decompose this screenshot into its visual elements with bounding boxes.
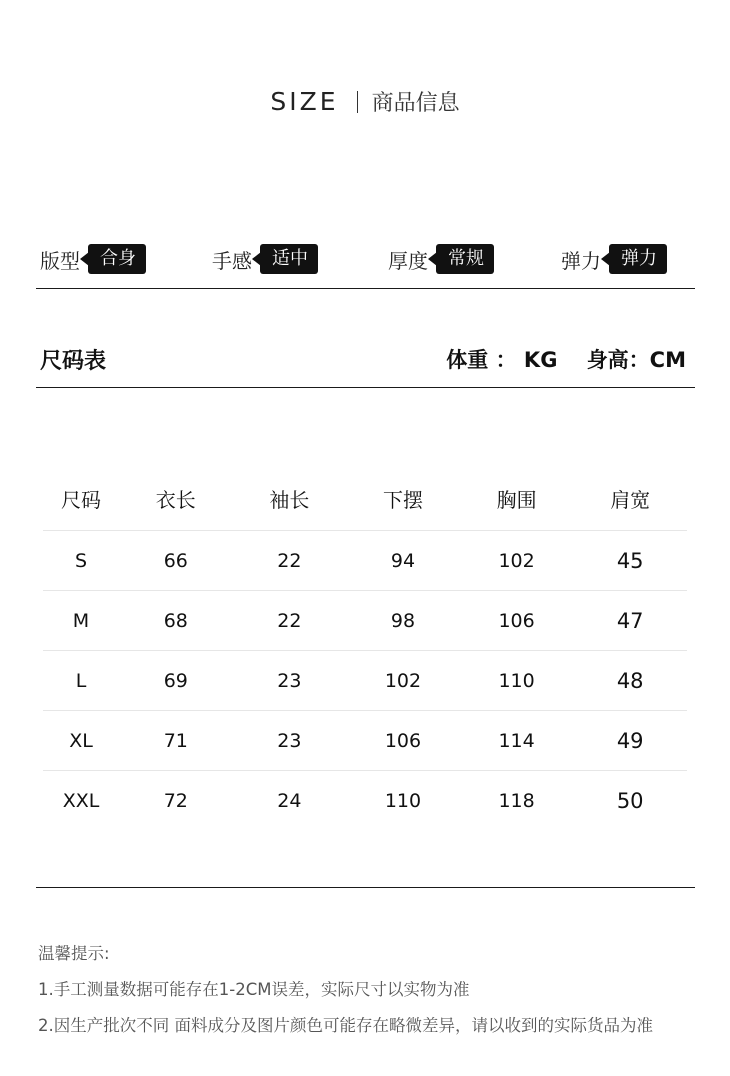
divider: [36, 887, 695, 888]
table-cell: 110: [346, 771, 460, 831]
attribute-label: 厚度: [388, 248, 428, 273]
divider: [36, 387, 695, 388]
table-cell: 50: [573, 771, 687, 831]
notes-section: [38, 940, 708, 1048]
product-info-heading: 商品信息: [371, 91, 460, 116]
table-cell: 22: [233, 591, 347, 651]
height-unit: 身高：CM: [586, 348, 686, 372]
attribute-tag: 适中: [260, 244, 318, 274]
table-row: [43, 651, 687, 711]
attribute-tag: 合身: [88, 244, 146, 274]
attribute-label: 弹力: [561, 248, 601, 273]
size-heading: SIZE: [270, 87, 339, 116]
notes-title: 温馨提示:: [38, 944, 110, 963]
attribute-row: [40, 242, 700, 276]
table-cell: S: [43, 531, 119, 591]
size-chart-title: 尺码表: [40, 349, 107, 374]
divider: [36, 288, 695, 289]
table-cell: 66: [119, 531, 233, 591]
table-cell: 48: [573, 651, 687, 711]
column-header: 下摆: [382, 487, 423, 512]
units-label: [446, 344, 686, 374]
column-header: 衣长: [155, 487, 196, 512]
column-header: 胸围: [496, 487, 537, 512]
table-cell: 22: [233, 531, 347, 591]
table-cell: 106: [346, 711, 460, 771]
table-cell: 68: [119, 591, 233, 651]
table-cell: 69: [119, 651, 233, 711]
column-header: 尺码: [61, 487, 101, 512]
table-cell: XL: [43, 711, 119, 771]
table-row: [43, 531, 687, 591]
header-divider: [357, 91, 358, 113]
page-header: [0, 86, 730, 117]
table-cell: 45: [573, 531, 687, 591]
attribute-label: 版型: [40, 248, 80, 273]
weight-unit: 体重 ： KG: [446, 348, 558, 372]
table-cell: 102: [460, 531, 574, 591]
table-cell: 24: [233, 771, 347, 831]
table-cell: 110: [460, 651, 574, 711]
attribute-label: 手感: [212, 248, 252, 273]
table-cell: 114: [460, 711, 574, 771]
table-cell: 106: [460, 591, 574, 651]
column-header: 肩宽: [610, 487, 651, 512]
table-cell: 118: [460, 771, 574, 831]
table-cell: 72: [119, 771, 233, 831]
table-cell: M: [43, 591, 119, 651]
note-line: 1.手工测量数据可能存在1-2CM误差，实际尺寸以实物为准: [38, 980, 470, 999]
table-cell: 94: [346, 531, 460, 591]
attribute-thickness: [388, 242, 494, 276]
table-cell: 102: [346, 651, 460, 711]
attribute-feel: [212, 242, 318, 276]
table-row: [43, 771, 687, 831]
table-cell: 23: [233, 711, 347, 771]
column-header: 袖长: [269, 487, 310, 512]
table-cell: 71: [119, 711, 233, 771]
table-header-row: [43, 466, 687, 531]
attribute-tag: 弹力: [609, 244, 667, 274]
table-cell: 23: [233, 651, 347, 711]
attribute-elasticity: [561, 242, 667, 276]
table-row: [43, 591, 687, 651]
note-line: 2.因生产批次不同 面料成分及图片颜色可能存在略微差异，请以收到的实际货品为准: [38, 1016, 653, 1035]
table-cell: L: [43, 651, 119, 711]
attribute-fit: [40, 242, 146, 276]
table-cell: 98: [346, 591, 460, 651]
size-chart-header: [40, 344, 686, 376]
table-cell: XXL: [43, 771, 119, 831]
table-cell: 47: [573, 591, 687, 651]
table-cell: 49: [573, 711, 687, 771]
table-row: [43, 711, 687, 771]
attribute-tag: 常规: [436, 244, 494, 274]
size-table: [43, 466, 687, 830]
